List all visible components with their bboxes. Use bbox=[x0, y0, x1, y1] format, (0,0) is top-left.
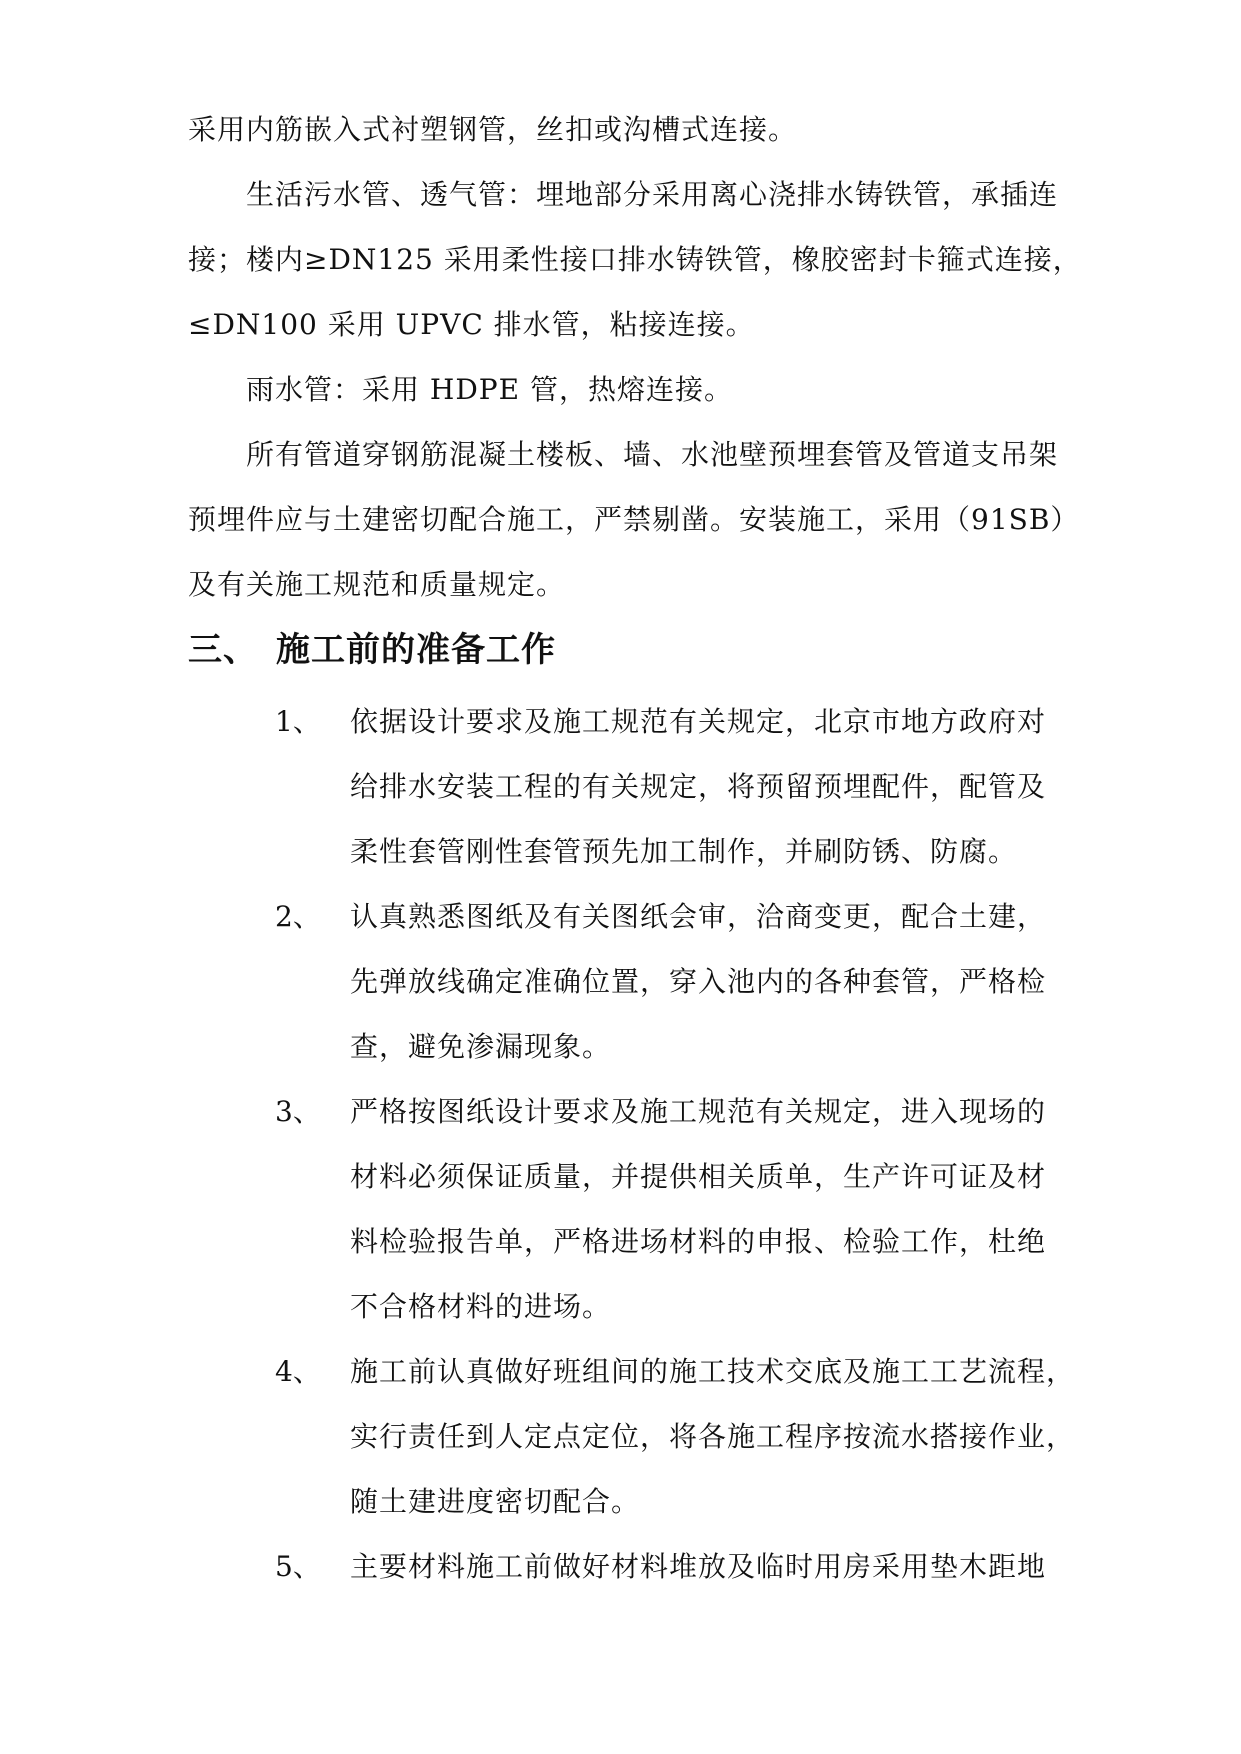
paragraph-line: 雨水管：采用 HDPE 管，热熔连接。 bbox=[246, 373, 733, 406]
paragraph-line: 生活污水管、透气管：埋地部分采用离心浇排水铸铁管，承插连 bbox=[246, 178, 1059, 211]
list-item-number: 4、 bbox=[275, 1355, 321, 1388]
list-item-line: 实行责任到人定点定位，将各施工程序按流水搭接作业， bbox=[350, 1420, 1076, 1453]
list-item-line: 严格按图纸设计要求及施工规范有关规定，进入现场的 bbox=[350, 1095, 1047, 1128]
list-item-line: 依据设计要求及施工规范有关规定，北京市地方政府对 bbox=[350, 705, 1047, 738]
paragraph-line: 预埋件应与土建密切配合施工，严禁剔凿。安装施工，采用（91SB） bbox=[188, 503, 1080, 536]
list-item-line: 随土建进度密切配合。 bbox=[350, 1485, 641, 1518]
list-item-line: 查，避免渗漏现象。 bbox=[350, 1030, 612, 1063]
list-item-number: 5、 bbox=[275, 1550, 321, 1583]
list-item-number: 2、 bbox=[275, 900, 321, 933]
list-item-line: 认真熟悉图纸及有关图纸会审，洽商变更，配合土建， bbox=[350, 900, 1047, 933]
paragraph-line: 所有管道穿钢筋混凝土楼板、墙、水池壁预埋套管及管道支吊架 bbox=[246, 438, 1059, 471]
list-item-line: 给排水安装工程的有关规定，将预留预埋配件，配管及 bbox=[350, 770, 1047, 803]
paragraph-line: ≤DN100 采用 UPVC 排水管，粘接连接。 bbox=[188, 308, 755, 341]
list-item-line: 不合格材料的进场。 bbox=[350, 1290, 612, 1323]
list-item-line: 料检验报告单，严格进场材料的申报、检验工作，杜绝 bbox=[350, 1225, 1047, 1258]
section-number: 三、 bbox=[188, 630, 258, 670]
paragraph-line: 采用内筋嵌入式衬塑钢管，丝扣或沟槽式连接。 bbox=[188, 113, 798, 146]
list-item-line: 主要材料施工前做好材料堆放及临时用房采用垫木距地 bbox=[350, 1550, 1047, 1583]
section-title: 施工前的准备工作 bbox=[276, 630, 556, 670]
section-heading bbox=[188, 628, 556, 672]
list-item-line: 柔性套管刚性套管预先加工制作，并刷防锈、防腐。 bbox=[350, 835, 1018, 868]
list-item-number: 1、 bbox=[275, 705, 321, 738]
paragraph-line: 及有关施工规范和质量规定。 bbox=[188, 568, 566, 601]
list-item-line: 材料必须保证质量，并提供相关质单，生产许可证及材 bbox=[350, 1160, 1047, 1193]
list-item-line: 施工前认真做好班组间的施工技术交底及施工工艺流程， bbox=[350, 1355, 1076, 1388]
list-item-line: 先弹放线确定准确位置，穿入池内的各种套管，严格检 bbox=[350, 965, 1047, 998]
list-item-number: 3、 bbox=[275, 1095, 321, 1128]
paragraph-line: 接；楼内≥DN125 采用柔性接口排水铸铁管，橡胶密封卡箍式连接， bbox=[188, 243, 1082, 276]
